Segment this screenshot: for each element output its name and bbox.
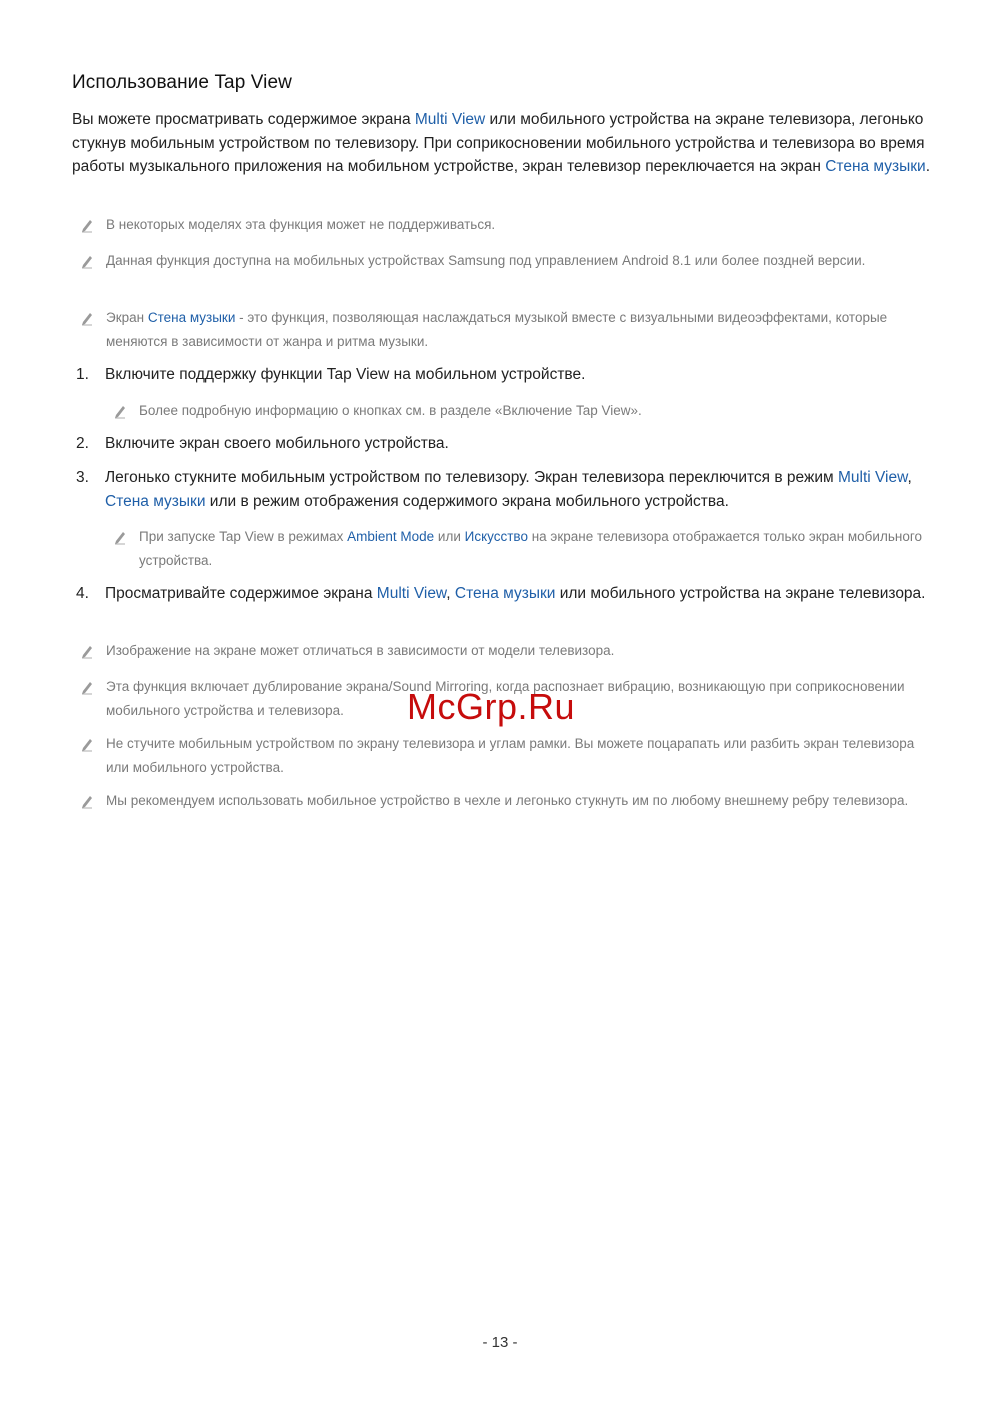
link-music-wall[interactable]: Стена музыки — [105, 492, 206, 510]
intro-paragraph — [72, 108, 932, 179]
pencil-icon — [80, 310, 94, 326]
step-number: 4. — [76, 585, 89, 602]
step-text: Включите поддержку функции Tap View на мобильном устройстве. — [105, 366, 586, 383]
intro-text-3: . — [925, 158, 931, 175]
pencil-icon — [80, 736, 94, 752]
link-art-mode[interactable]: Искусство — [464, 529, 528, 544]
page-number: - 13 - — [482, 1334, 518, 1351]
link-multi-view[interactable]: Multi View — [837, 469, 908, 486]
link-music-wall[interactable]: Стена музыки — [825, 158, 926, 175]
step-text: Включите экран своего мобильного устройства. — [105, 435, 449, 452]
step-text: Легонько стукните мобильным устройством по телевизору. Экран телевизора переключится в режим Multi View, Стена музыки или в режим отображения содержимого экрана мобильного устройства. — [105, 469, 912, 510]
note-item: Изображение на экране может отличаться в зависимости от модели телевизора. — [106, 643, 615, 658]
intro-text-2: или мобильного устройства на экране телевизора, легонько стукнув мобильным устройством по телевизору. При соприкосновении мобильного устройства и телевизора во время работы музыкального приложения на мобильном устройстве, экран телевизор переключается на экран — [72, 111, 925, 175]
pencil-icon — [80, 253, 94, 269]
link-multi-view[interactable]: Multi View — [376, 585, 447, 602]
step-number: 2. — [76, 435, 89, 452]
note-item: Экран Стена музыки - это функция, позволяющая наслаждаться музыкой вместе с визуальными видеоэффектами, которые меняются в зависимости от жанра и ритма музыки. — [106, 310, 888, 349]
note-item: Эта функция включает дублирование экрана/Sound Mirroring, когда распознает вибрацию, возникающую при соприкосновении мобильного устройства и телевизора. — [106, 679, 905, 718]
note-item: Не стучите мобильным устройством по экрану телевизора и углам рамки. Вы можете поцарапать или разбить экран телевизора или мобильного устройства. — [106, 736, 915, 775]
pencil-icon — [80, 217, 94, 233]
step-note: При запуске Tap View в режимах Ambient Mode или Искусство на экране телевизора отображается только экран мобильного устройства. — [139, 529, 922, 568]
watermark: McGrp.Ru — [407, 686, 576, 727]
intro-text-1: Вы можете просматривать содержимое экрана — [72, 111, 415, 128]
section-title: Использование Tap View — [72, 72, 292, 93]
step-number: 3. — [76, 469, 89, 486]
step-number: 1. — [76, 366, 89, 383]
pencil-icon — [80, 793, 94, 809]
link-ambient-mode[interactable]: Ambient Mode — [347, 529, 435, 544]
pencil-icon — [80, 679, 94, 695]
note-item: В некоторых моделях эта функция может не поддерживаться. — [106, 217, 496, 232]
step-text: Просматривайте содержимое экрана Multi View, Стена музыки или мобильного устройства на экране телевизора. — [105, 585, 926, 602]
pencil-icon — [113, 403, 127, 419]
link-music-wall[interactable]: Стена музыки — [147, 310, 236, 325]
pencil-icon — [80, 643, 94, 659]
pencil-icon — [113, 529, 127, 545]
note-item: Мы рекомендуем использовать мобильное устройство в чехле и легонько стукнуть им по любому внешнему ребру телевизора. — [106, 793, 909, 808]
link-music-wall[interactable]: Стена музыки — [454, 585, 556, 602]
step-note: Более подробную информацию о кнопках см. в разделе «Включение Tap View». — [139, 403, 642, 418]
link-multi-view[interactable]: Multi View — [414, 111, 486, 128]
note-item: Данная функция доступна на мобильных устройствах Samsung под управлением Android 8.1 или более поздней версии. — [106, 253, 866, 268]
